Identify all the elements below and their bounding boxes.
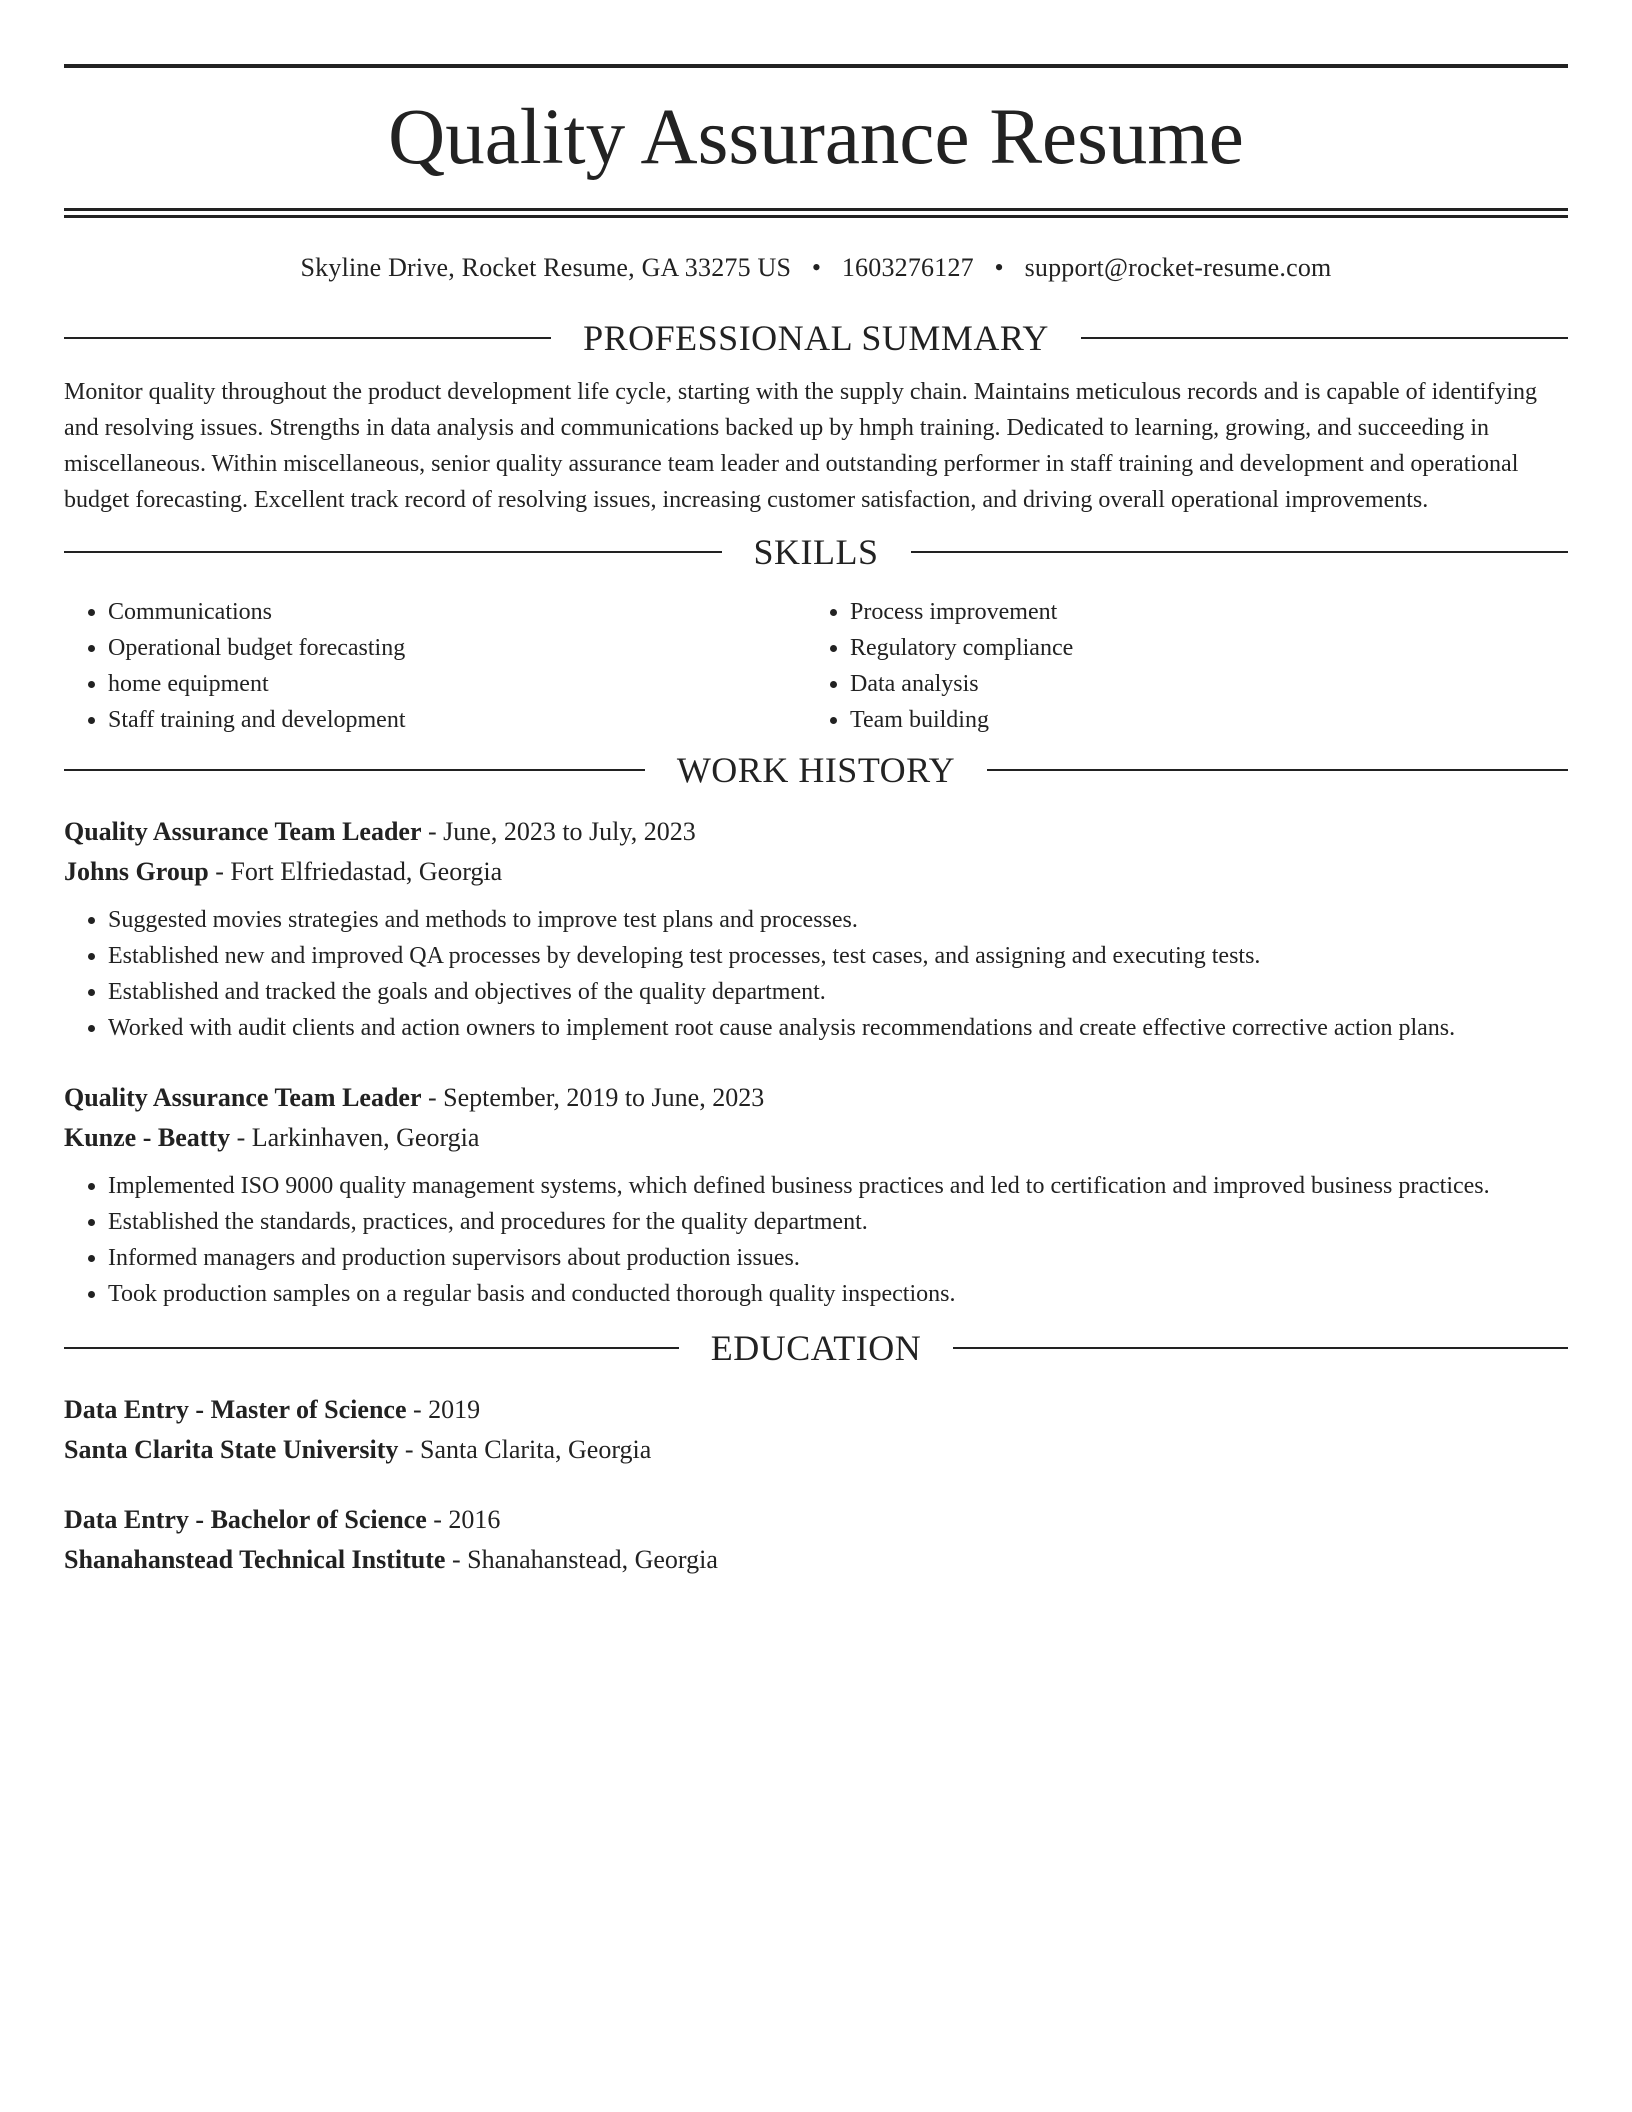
skill-item: • Staff training and development	[108, 702, 806, 738]
school-location: - Santa Clarita, Georgia	[398, 1435, 652, 1464]
job-bullet: • Established new and improved QA processes by developing test processes, test cases, and assigning and executing tests.	[108, 938, 1568, 974]
job-dates: - September, 2019 to June, 2023	[421, 1083, 765, 1112]
job-bullet: • Established the standards, practices, and procedures for the quality department.	[108, 1204, 1568, 1240]
school: Santa Clarita State University	[64, 1435, 399, 1464]
job-title-line	[64, 1078, 1568, 1118]
education-entry	[64, 1500, 1568, 1580]
job-bullet: • Informed managers and production supervisors about production issues.	[108, 1240, 1568, 1276]
skill-item: • Process improvement	[850, 594, 1548, 630]
summary-heading-label: PROFESSIONAL SUMMARY	[583, 318, 1049, 358]
summary-heading	[64, 318, 1568, 358]
job-bullet: • Worked with audit clients and action owners to implement root cause analysis recommendations and create effective corrective action plans.	[108, 1010, 1568, 1046]
school-line	[64, 1540, 1568, 1580]
work-heading	[64, 750, 1568, 790]
degree-year: - 2016	[426, 1505, 501, 1534]
resume-page	[64, 64, 1568, 1580]
job-title: Quality Assurance Team Leader	[64, 1083, 422, 1112]
heading-rule-right	[1081, 337, 1568, 339]
skills-column-left	[64, 594, 806, 738]
education-entry	[64, 1390, 1568, 1470]
skills-heading	[64, 532, 1568, 572]
heading-rule-left	[64, 337, 551, 339]
education-heading-label: EDUCATION	[710, 1328, 922, 1368]
contact-line	[64, 248, 1568, 288]
degree-year: - 2019	[406, 1395, 481, 1424]
job-bullet: • Implemented ISO 9000 quality management systems, which defined business practices and led to certification and improved business practices.	[108, 1168, 1568, 1204]
job-company: Johns Group	[64, 857, 209, 886]
skills-heading-label: SKILLS	[753, 532, 879, 572]
skill-item: • home equipment	[108, 666, 806, 702]
heading-rule-right	[911, 551, 1569, 553]
job-title-line	[64, 812, 1568, 852]
job-bullet: • Established and tracked the goals and objectives of the quality department.	[108, 974, 1568, 1010]
job-company-line	[64, 1118, 1568, 1158]
summary-text: Monitor quality throughout the product development life cycle, starting with the supply chain. Maintains meticulous records and is capable of identifying and resolving issues. Strengths in data analysis and communications backed up by hmph training. Dedicated to learning, growing, and succeeding in miscellaneous. Within miscellaneous, senior quality assurance team leader and outstanding performer in staff training and development and operational budget forecasting. Excellent track record of resolving issues, increasing customer satisfaction, and driving overall operational improvements.	[64, 379, 1537, 513]
heading-rule-left	[64, 769, 645, 771]
job-location: - Fort Elfriedastad, Georgia	[208, 857, 503, 886]
degree: Data Entry - Bachelor of Science	[64, 1505, 427, 1534]
school-location: - Shanahanstead, Georgia	[445, 1545, 718, 1574]
degree-line	[64, 1500, 1568, 1540]
contact-email: support@rocket-resume.com	[1024, 253, 1332, 282]
job-location: - Larkinhaven, Georgia	[230, 1123, 480, 1152]
title-double-rule	[64, 208, 1568, 218]
contact-separator: •	[994, 253, 1004, 282]
job-bullets	[64, 902, 1568, 1046]
job-bullet: • Suggested movies strategies and methods to improve test plans and processes.	[108, 902, 1568, 938]
job-company: Kunze - Beatty	[64, 1123, 231, 1152]
skills-column-right	[806, 594, 1548, 738]
skill-item: • Data analysis	[850, 666, 1548, 702]
job-bullet: • Took production samples on a regular basis and conducted thorough quality inspections.	[108, 1276, 1568, 1312]
heading-rule-left	[64, 551, 722, 553]
contact-phone: 1603276127	[841, 253, 974, 282]
heading-rule-right	[987, 769, 1568, 771]
skill-item: • Team building	[850, 702, 1548, 738]
job-company-line	[64, 852, 1568, 892]
skill-item: • Communications	[108, 594, 806, 630]
job-entry	[64, 1078, 1568, 1312]
contact-address: Skyline Drive, Rocket Resume, GA 33275 US	[300, 253, 792, 282]
job-dates: - June, 2023 to July, 2023	[421, 817, 696, 846]
education-heading	[64, 1328, 1568, 1368]
degree: Data Entry - Master of Science	[64, 1395, 407, 1424]
contact-separator: •	[811, 253, 822, 282]
heading-rule-right	[953, 1347, 1568, 1349]
work-heading-label: WORK HISTORY	[676, 750, 956, 790]
degree-line	[64, 1390, 1568, 1430]
resume-title: Quality Assurance Resume	[388, 94, 1244, 181]
school: Shanahanstead Technical Institute	[64, 1545, 446, 1574]
skill-item: • Operational budget forecasting	[108, 630, 806, 666]
job-entry	[64, 812, 1568, 1046]
skill-item: • Regulatory compliance	[850, 630, 1548, 666]
job-title: Quality Assurance Team Leader	[64, 817, 422, 846]
job-bullets	[64, 1168, 1568, 1312]
school-line	[64, 1430, 1568, 1470]
skills-list	[64, 594, 1568, 738]
heading-rule-left	[64, 1347, 679, 1349]
